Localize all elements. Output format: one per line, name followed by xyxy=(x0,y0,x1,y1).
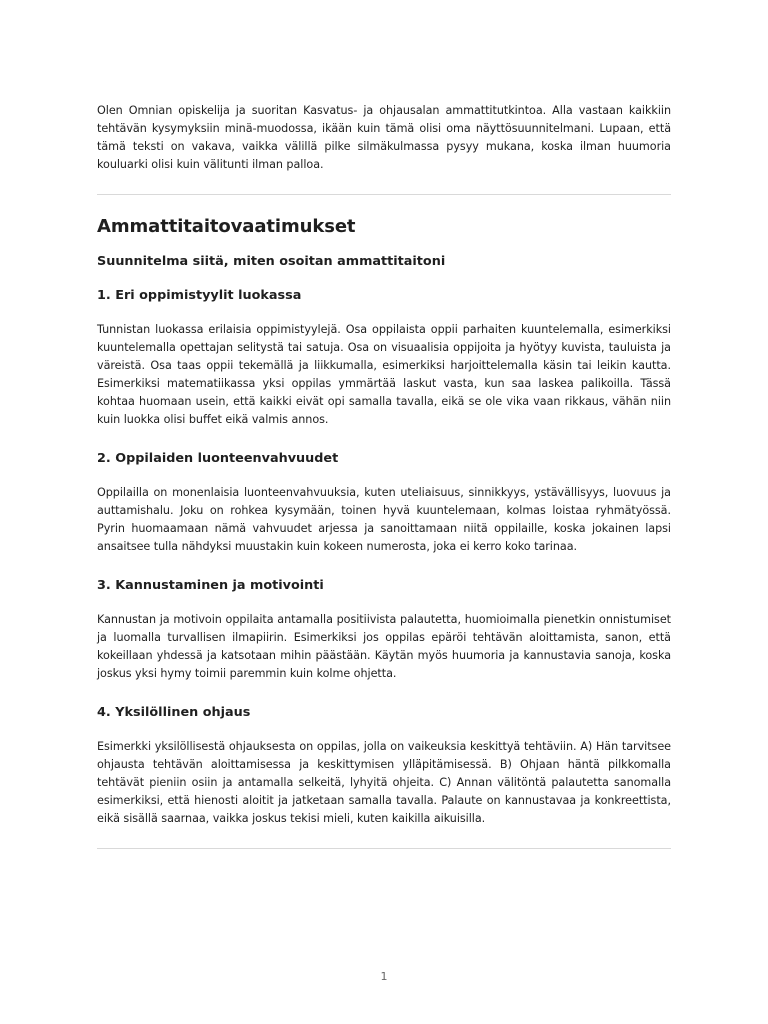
section-title: 2. Oppilaiden luonteenvahvuudet xyxy=(97,451,339,466)
main-heading: Ammattitaitovaatimukset xyxy=(97,216,356,237)
page-number: 1 xyxy=(380,970,388,983)
section-encouragement xyxy=(97,577,671,683)
section-title: 1. Eri oppimistyylit luokassa xyxy=(97,288,302,303)
section-character-strengths xyxy=(97,450,671,556)
sub-heading: Suunnitelma siitä, miten osoitan ammattitaitoni xyxy=(97,254,446,269)
divider-top xyxy=(97,194,671,195)
section-body: Tunnistan luokassa erilaisia oppimistyylejä. Osa oppilaista oppii parhaiten kuuntelemalla, esimerkiksi kuuntelemalla opettajan selitystä tai satuja. Osa on visuaalisia oppijoita ja hyötyy kuvista, tauluista ja väreistä. Osa taas oppii tekemällä ja liikkumalla, esimerkiksi harjoittelemalla käsin tai leikin kautta. Esimerkiksi matematiikassa yksi oppilas ymmärtää laskut vasta, kun saa laskea palikoilla. Tässä kohtaa huomaan usein, että kaikki eivät opi samalla tavalla, eikä se ole vika vaan rikkaus, vähän niin kuin luokka olisi buffet eikä valmis annos. xyxy=(97,323,671,426)
section-title: 3. Kannustaminen ja motivointi xyxy=(97,578,324,593)
section-body: Esimerkki yksilöllisestä ohjauksesta on oppilas, jolla on vaikeuksia keskittyä tehtäviin. A) Hän tarvitsee ohjausta tehtävän aloittamisessa ja keskittymisen ylläpitämisessä. B) Ohjaan häntä pilkkomalla tehtävät pieniin osiin ja antamalla selkeitä, lyhyitä ohjeita. C) Annan välitöntä palautetta sanomalla esimerkiksi, että hienosti aloitit ja jatketaan samalla tavalla. Palaute on kannustavaa ja konkreettista, eikä sisällä saarnaa, vaikka joskus tekisi mieli, kuten kaikilla aikuisilla. xyxy=(97,740,671,825)
section-learning-styles xyxy=(97,287,671,429)
document-page xyxy=(97,102,671,849)
section-individual-guidance xyxy=(97,704,671,828)
section-title: 4. Yksilöllinen ohjaus xyxy=(97,705,251,720)
section-body: Kannustan ja motivoin oppilaita antamalla positiivista palautetta, huomioimalla pienetkin onnistumiset ja luomalla turvallisen ilmapiirin. Esimerkiksi jos oppilas epäröi tehtävän aloittamista, sanon, että kokeillaan yhdessä ja katsotaan mihin päästään. Käytän myös huumoria ja kannustavia sanoja, koska joskus yksi hymy toimii paremmin kuin kolme ohjetta. xyxy=(97,613,671,680)
section-body: Oppilailla on monenlaisia luonteenvahvuuksia, kuten uteliaisuus, sinnikkyys, ystävällisyys, luovuus ja auttamishalu. Joku on rohkea kysymään, toinen hyvä kuuntelemaan, kolmas loistaa ryhmätyössä. Pyrin huomaamaan nämä vahvuudet arjessa ja sanoittamaan niitä oppilaille, koska jokainen lapsi ansaitsee tulla nähdyksi muustakin kuin kokeen numerosta, joka ei kerro koko tarinaa. xyxy=(97,486,671,553)
intro-paragraph: Olen Omnian opiskelija ja suoritan Kasvatus- ja ohjausalan ammattitutkintoa. Alla vastaan kaikkiin tehtävän kysymyksiin minä-muodossa, ikään kuin tämä olisi oma näyttösuunnitelmani. Lupaan, että tämä teksti on vakava, vaikka välillä pilke silmäkulmassa pysyy mukana, koska ilman huumoria kouluarki olisi kuin välitunti ilman palloa. xyxy=(97,104,671,171)
divider-bottom xyxy=(97,848,671,849)
